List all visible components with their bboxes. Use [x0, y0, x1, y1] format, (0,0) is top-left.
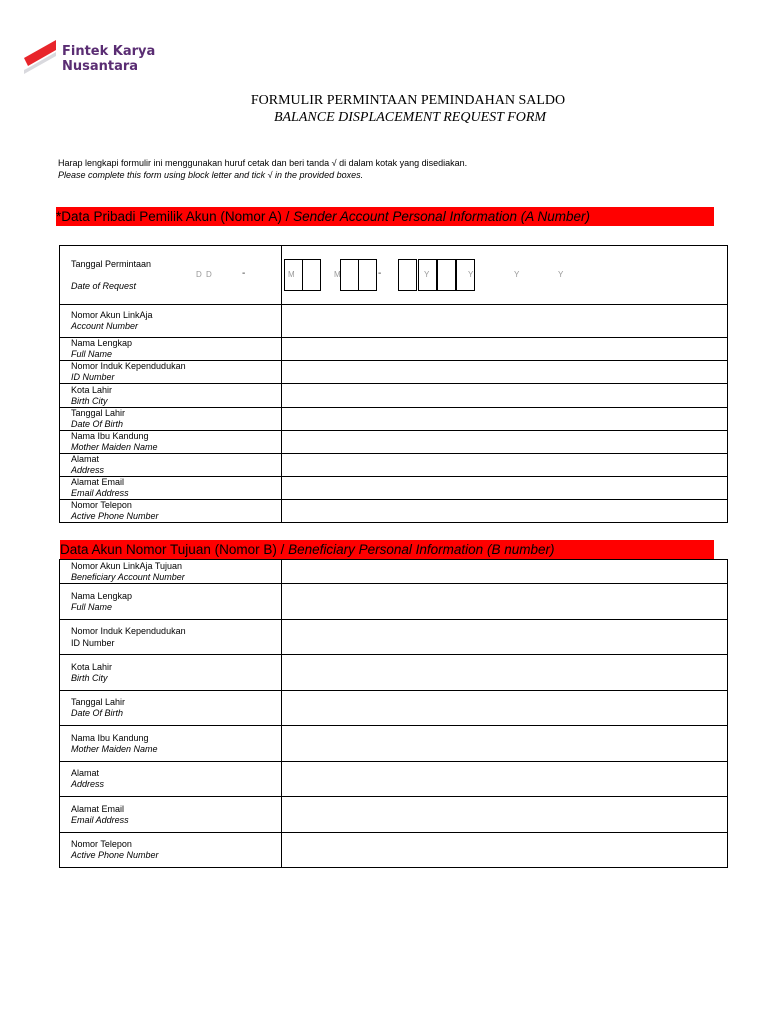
label-id: Nama Ibu Kandung — [71, 431, 149, 441]
form-row — [60, 797, 728, 833]
label-en: Address — [71, 779, 105, 789]
date-request-label — [60, 246, 282, 305]
label-en: ID Number — [71, 637, 115, 648]
year-placeholder-3: Y — [514, 270, 521, 279]
field-label — [60, 691, 282, 726]
field-label — [60, 384, 282, 408]
form-row — [60, 620, 728, 655]
form-row — [60, 691, 728, 726]
email-input[interactable] — [282, 477, 728, 500]
sender-info-table — [59, 245, 728, 523]
label-id: Alamat Email — [71, 477, 125, 487]
form-row — [60, 726, 728, 762]
month-placeholder-1: M — [288, 270, 296, 279]
label-id: Alamat — [71, 768, 100, 778]
full-name-input[interactable] — [282, 338, 728, 361]
brand-name-line2: Nusantara — [62, 59, 139, 74]
section-a-header-en: Sender Account Personal Information (A Number) — [293, 209, 590, 224]
instruction-en: Please complete this form using block letter and tick √ in the provided boxes. — [58, 170, 364, 180]
label-id: Nama Lengkap — [71, 338, 133, 348]
brand-name-line1: Fintek Karya — [62, 44, 156, 59]
section-a-header — [56, 207, 714, 226]
field-label — [60, 431, 282, 454]
field-label — [60, 408, 282, 431]
label-en: Date Of Birth — [71, 708, 124, 718]
mother-maiden-name-input[interactable] — [282, 726, 728, 762]
section-a-header-id: *Data Pribadi Pemilik Akun (Nomor A) / — [56, 209, 294, 224]
brand-name — [62, 44, 155, 74]
label-id: Nomor Induk Kependudukan — [71, 361, 186, 371]
label-en: Address — [71, 465, 105, 475]
birth-city-input[interactable] — [282, 384, 728, 408]
year-box-3[interactable] — [437, 259, 456, 291]
label-id: Kota Lahir — [71, 384, 113, 395]
section-b-header — [60, 540, 714, 559]
form-row — [60, 655, 728, 691]
date-request-input[interactable] — [196, 246, 728, 305]
label-id: Nama Lengkap — [71, 590, 133, 601]
form-row — [60, 560, 728, 584]
address-input[interactable] — [282, 762, 728, 797]
form-row — [60, 384, 728, 408]
date-separator: - — [242, 268, 246, 279]
label-id: Tanggal Lahir — [71, 697, 126, 707]
label-en: Mother Maiden Name — [71, 743, 158, 754]
label-en: Active Phone Number — [71, 850, 159, 860]
label-en: Beneficiary Account Number — [71, 571, 185, 582]
field-label — [60, 361, 282, 384]
day-placeholder: D D — [196, 270, 213, 279]
label-en: Birth City — [71, 672, 108, 683]
label-en: Full Name — [71, 601, 113, 612]
label-id: Alamat Email — [71, 803, 125, 814]
form-row — [60, 762, 728, 797]
form-row — [60, 361, 728, 384]
label-en: Mother Maiden Name — [71, 442, 158, 452]
id-number-input[interactable] — [282, 361, 728, 384]
form-row — [60, 454, 728, 477]
id-number-input[interactable] — [282, 620, 728, 655]
form-row — [60, 431, 728, 454]
label-en: Email Address — [71, 488, 129, 498]
date-separator: - — [378, 268, 382, 279]
birth-date-input[interactable] — [282, 691, 728, 726]
form-title-en: BALANCE DISPLACEMENT REQUEST FORM — [273, 110, 547, 125]
field-label — [60, 620, 282, 655]
month-box-2[interactable] — [302, 259, 321, 291]
label-id: Tanggal Permintaan — [71, 258, 152, 269]
logo-mark-icon — [22, 38, 58, 76]
month-box-3[interactable] — [340, 259, 359, 291]
field-label — [60, 833, 282, 868]
email-input[interactable] — [282, 797, 728, 833]
section-b-header-id: Data Akun Nomor Tujuan (Nomor B) / — [60, 542, 289, 557]
label-id: Nomor Akun LinkAja Tujuan — [71, 560, 183, 571]
field-label — [60, 477, 282, 500]
field-label — [60, 584, 282, 620]
form-row — [60, 477, 728, 500]
year-placeholder-1: Y — [424, 270, 431, 279]
form-row — [60, 408, 728, 431]
label-en: Date Of Birth — [71, 419, 124, 429]
full-name-input[interactable] — [282, 584, 728, 620]
field-label — [60, 762, 282, 797]
field-label — [60, 655, 282, 691]
field-label — [60, 797, 282, 833]
label-en: Birth City — [71, 395, 108, 406]
address-input[interactable] — [282, 454, 728, 477]
account-number-input[interactable] — [282, 305, 728, 338]
label-id: Kota Lahir — [71, 661, 113, 672]
field-label — [60, 500, 282, 523]
phone-input[interactable] — [282, 500, 728, 523]
label-en: Account Number — [71, 321, 139, 331]
birth-city-input[interactable] — [282, 655, 728, 691]
field-label — [60, 338, 282, 361]
label-id: Tanggal Lahir — [71, 408, 126, 418]
field-label — [60, 560, 282, 584]
form-row — [60, 833, 728, 868]
brand-logo — [22, 38, 172, 78]
field-label — [60, 305, 282, 338]
form-row — [60, 338, 728, 361]
form-row — [60, 305, 728, 338]
label-id: Nomor Telepon — [71, 839, 132, 849]
section-b-header-en: Beneficiary Personal Information (B number) — [288, 542, 555, 557]
year-placeholder-2: Y — [468, 270, 475, 279]
beneficiary-account-input[interactable] — [282, 560, 728, 584]
label-id: Nomor Akun LinkAja — [71, 310, 153, 320]
field-label — [60, 454, 282, 477]
label-en: Date of Request — [71, 280, 137, 291]
label-en: Active Phone Number — [71, 511, 159, 521]
instruction-id: Harap lengkapi formulir ini menggunakan huruf cetak dan beri tanda √ di dalam kotak yang disediakan. — [58, 158, 468, 168]
form-row — [60, 500, 728, 523]
year-box-1[interactable] — [398, 259, 417, 291]
label-id: Nama Ibu Kandung — [71, 732, 149, 743]
birth-date-input[interactable] — [282, 408, 728, 431]
label-id: Nomor Induk Kependudukan — [71, 625, 186, 636]
label-en: ID Number — [71, 372, 115, 382]
mother-maiden-name-input[interactable] — [282, 431, 728, 454]
year-placeholder-4: Y — [558, 270, 565, 279]
month-box-4[interactable] — [358, 259, 377, 291]
phone-input[interactable] — [282, 833, 728, 868]
label-en: Full Name — [71, 349, 113, 359]
date-request-row — [60, 246, 728, 305]
field-label — [60, 726, 282, 762]
form-title-id: FORMULIR PERMINTAAN PEMINDAHAN SALDO — [250, 93, 566, 108]
label-en: Email Address — [71, 814, 129, 825]
form-row — [60, 584, 728, 620]
label-id: Nomor Telepon — [71, 500, 132, 510]
beneficiary-info-table — [59, 559, 728, 868]
month-placeholder-2: M — [334, 270, 342, 279]
label-id: Alamat — [71, 454, 100, 464]
